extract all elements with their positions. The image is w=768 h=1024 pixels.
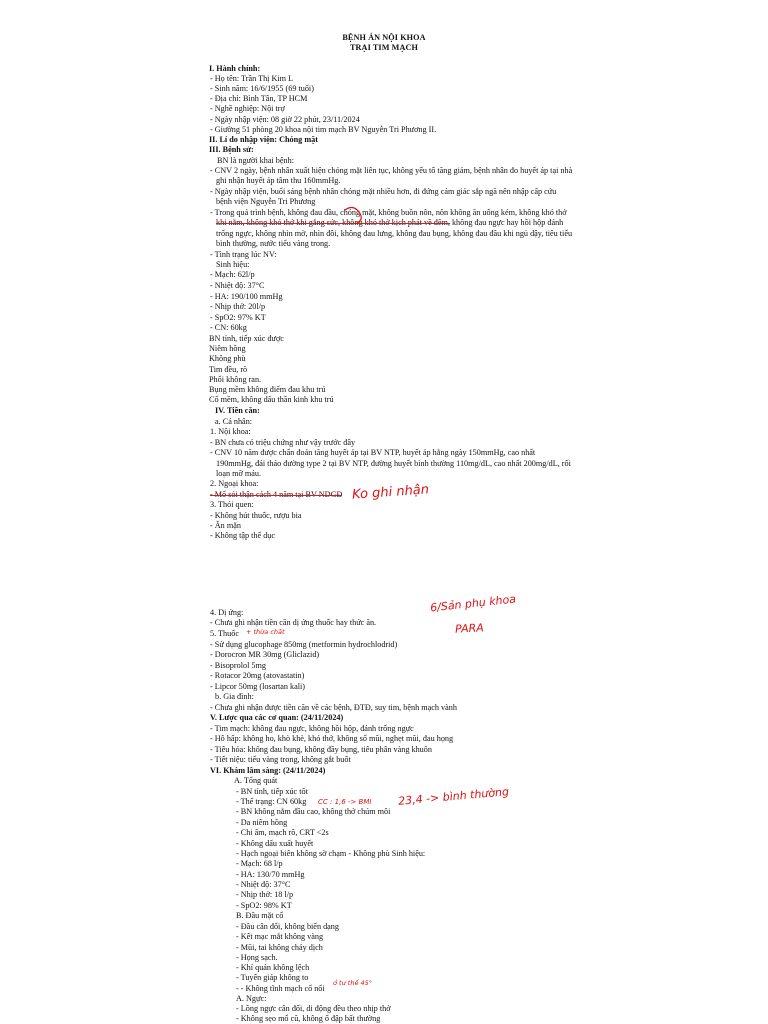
section-reason: II. Lí do nhập viện: Chóng mặt <box>209 135 318 144</box>
exam-vital: - HA: 130/70 mmHg <box>236 870 305 879</box>
exam-line: Bụng mềm không điểm đau khu trú <box>209 385 326 394</box>
history-line: - Tình trạng lúc NV: <box>210 250 277 259</box>
handwritten-note: CC : 1,6 -> BMI <box>318 798 372 806</box>
handwritten-note: 23,4 -> bình thường <box>397 785 510 808</box>
allergy-line: - Chưa ghi nhận tiền căn dị ứng thuốc hay thức ăn. <box>210 618 377 627</box>
past-history-line: - BN chưa có triệu chứng như vậy trước đây <box>210 438 356 447</box>
section-clinical-exam: VI. Khám lâm sàng: (24/11/2024) <box>210 766 326 775</box>
exam-vital: - SpO2: 98% KT <box>236 901 292 910</box>
document-title: BỆNH ÁN NỘI KHOA <box>342 33 426 42</box>
section-review: V. Lược qua các cơ quan: (24/11/2024) <box>210 713 344 722</box>
exam-line: - Lồng ngực cân đối, di động đều theo nhịp thở <box>236 1004 391 1013</box>
vital-bp: - HA: 190/100 mmHg <box>210 292 283 301</box>
exam-vital: - Nhịp thở: 18 l/p <box>236 890 294 899</box>
exam-line: Cổ mềm, không dấu thần kinh khu trú <box>209 395 334 404</box>
exam-heading: A. Tổng quát <box>234 776 278 785</box>
review-line: - Tiêu hóa: không đau bụng, không đầy bụng, tiêu phân vàng khuôn <box>210 745 432 754</box>
exam-line: - Kết mạc mắt không vàng <box>236 932 324 941</box>
handwritten-note: ở tư thế 45° <box>333 979 373 987</box>
exam-line: - Khí quản không lệch <box>236 963 310 972</box>
patient-job: - Nghề nghiệp: Nội trợ <box>210 104 285 113</box>
exam-line: - BN tỉnh, tiếp xúc tốt <box>236 787 308 796</box>
vital-temp: - Nhiệt độ: 37°C <box>210 281 265 290</box>
handwritten-note: + thừa chất <box>246 628 285 636</box>
history-line: bệnh viện Nguyễn Tri Phương <box>216 197 316 206</box>
exam-line: - BN không nằm đầu cao, không thở chúm môi <box>236 807 391 816</box>
history-text: không đau ngực hay hồi hộp đánh <box>449 218 564 227</box>
vitals-heading: Sinh hiệu: <box>216 260 250 269</box>
exam-line: Không phù <box>209 354 246 363</box>
history-line: trống ngực, không nhìn mờ, nhìn đôi, không đau lưng, không đau bụng, không đau đầu khi ngủ dậy, tiêu tiểu <box>216 229 573 238</box>
history-line: bình thường, nước tiểu vàng trong. <box>216 239 331 248</box>
past-history-line: - Không tập thể dục <box>210 531 276 540</box>
drug-line: - Lipcor 50mg (losartan kali) <box>210 682 306 691</box>
history-line: - Ngày nhập viện, buổi sáng bệnh nhân chóng mặt nhiều hơn, đi đứng cảm giác sắp ngã nên nhập cấp cứu <box>210 187 557 196</box>
vital-resp: - Nhịp thở: 20l/p <box>210 302 266 311</box>
document-subtitle: TRẠI TIM MẠCH <box>349 43 418 52</box>
bed-info: - Giường 51 phòng 20 khoa nội tim mạch BV Nguyễn Tri Phương II. <box>210 125 437 134</box>
drugs-heading: 5. Thuốc <box>210 629 239 638</box>
exam-line: - Đầu cân đối, không biến dạng <box>236 922 339 931</box>
past-history-line: loạn mỡ máu. <box>216 469 262 478</box>
exam-line: - Không sẹo mổ cũ, không ổ đập bất thường <box>236 1014 381 1023</box>
exam-line: BN tỉnh, tiếp xúc được <box>209 334 284 343</box>
admission-date: - Ngày nhập viện: 08 giờ 22 phút, 23/11/2024 <box>210 115 360 124</box>
review-line: - Tim mạch: không đau ngực, không hồi hộp, đánh trống ngực <box>210 724 414 733</box>
handwritten-note: 6/Sản phụ khoa <box>429 592 517 615</box>
past-history-line: 2. Ngoại khoa: <box>210 479 259 488</box>
exam-line: Phổi không ran. <box>209 375 262 384</box>
review-line: - Hô hấp: không ho, khò khè, khó thở, không sổ mũi, nghẹt mũi, đau họng <box>210 734 454 743</box>
drug-line: - Dorocron MR 30mg (Gliclazid) <box>210 650 320 659</box>
review-line: - Tiết niệu: tiểu vàng trong, không gắt buốt <box>210 755 351 764</box>
exam-line: Niêm hồng <box>209 344 246 353</box>
drug-line: - Bisoprolol 5mg <box>210 661 266 670</box>
exam-line: - Mũi, tai không chảy dịch <box>236 943 323 952</box>
past-history-line: 190mmHg, đái tháo đường type 2 tại BV NTP, đường huyết bình thường 110mg/dL, cao nhất 200mg/dL, rối <box>216 459 571 468</box>
exam-line: - Không dấu xuất huyết <box>236 839 314 848</box>
exam-line: - - Không tĩnh mạch cổ nổi <box>236 984 325 993</box>
exam-line: - Thể trạng: CN 60kg <box>236 797 307 806</box>
section-admin: I. Hành chính: <box>209 64 261 73</box>
exam-vital: - Nhiệt độ: 37°C <box>236 880 291 889</box>
patient-name: - Họ tên: Trần Thị Kim L <box>210 74 294 83</box>
family-heading: b. Gia đình: <box>215 692 254 701</box>
patient-birth: - Sinh năm: 16/6/1955 (69 tuổi) <box>210 84 314 93</box>
past-history-line: - Không hút thuốc, rượu bia <box>210 511 302 520</box>
exam-line: - Da niêm hồng <box>236 818 288 827</box>
section-past-history: IV. Tiền căn: <box>215 406 260 415</box>
vital-weight: - CN: 60kg <box>210 323 247 332</box>
past-history-line: - Ăn mặn <box>210 521 241 530</box>
handwritten-note: Ko ghi nhận <box>351 482 430 503</box>
past-history-line: a. Cá nhân: <box>215 417 253 426</box>
vital-pulse: - Mạch: 62l/p <box>210 270 255 279</box>
exam-heading: A. Ngực: <box>236 994 267 1003</box>
struck-text: khi nằm, không khó thở khi gắng sức, không khó thở kịch phát về đêm, <box>216 218 450 227</box>
exam-vital: - Mạch: 68 l/p <box>236 859 283 868</box>
history-line: - CNV 2 ngày, bệnh nhân xuất hiện chóng mặt liên tục, không yếu tố tăng giảm, bệnh nhân đo huyết áp tại nhà <box>210 166 573 175</box>
exam-line: - Họng sạch. <box>236 953 278 962</box>
exam-line: - Hạch ngoại biên không sờ chạm - Không phù Sinh hiệu: <box>236 849 426 858</box>
history-line: ghi nhận huyết áp tâm thu 160mmHg. <box>216 176 341 185</box>
struck-text: - Mổ sỏi thận cách 4 năm tại BV NDGĐ <box>210 490 343 499</box>
pen-scribble <box>345 207 361 224</box>
family-line: - Chưa ghi nhận được tiền căn về các bệnh, ĐTĐ, suy tim, bệnh mạch vành <box>210 703 457 712</box>
past-history-line: 1. Nội khoa: <box>210 427 251 436</box>
history-line: BN là người khai bệnh: <box>217 156 294 165</box>
allergy-heading: 4. Dị ứng: <box>210 608 244 617</box>
exam-line: - Tuyến giáp không to <box>236 973 309 982</box>
patient-address: - Địa chỉ: Bình Tân, TP HCM <box>210 94 308 103</box>
vital-spo2: - SpO2: 97% KT <box>210 313 266 322</box>
past-history-line: 3. Thói quen: <box>210 500 254 509</box>
history-line: - Trong quá trình bệnh, không đau đầu, chóng mặt, không buồn nôn, nôn không ăn uống kém, không khó thở <box>210 208 567 217</box>
drug-line: - Rotacor 20mg (atovastatin) <box>210 671 305 680</box>
drug-line: - Sử dụng glucophage 850mg (metformin hydrochlodrid) <box>210 640 398 649</box>
exam-line: Tim đều, rõ <box>209 365 248 374</box>
handwritten-note: PARA <box>454 621 485 636</box>
exam-line: - Chi ấm, mạch rõ, CRT <2s <box>236 828 329 837</box>
exam-heading: B. Đầu mặt cổ <box>236 911 284 920</box>
past-history-line: - CNV 10 năm được chẩn đoán tăng huyết áp tại BV NTP, huyết áp hằng ngày 150mmHg, cao nhất <box>210 448 536 457</box>
section-history: III. Bệnh sử: <box>209 145 254 154</box>
